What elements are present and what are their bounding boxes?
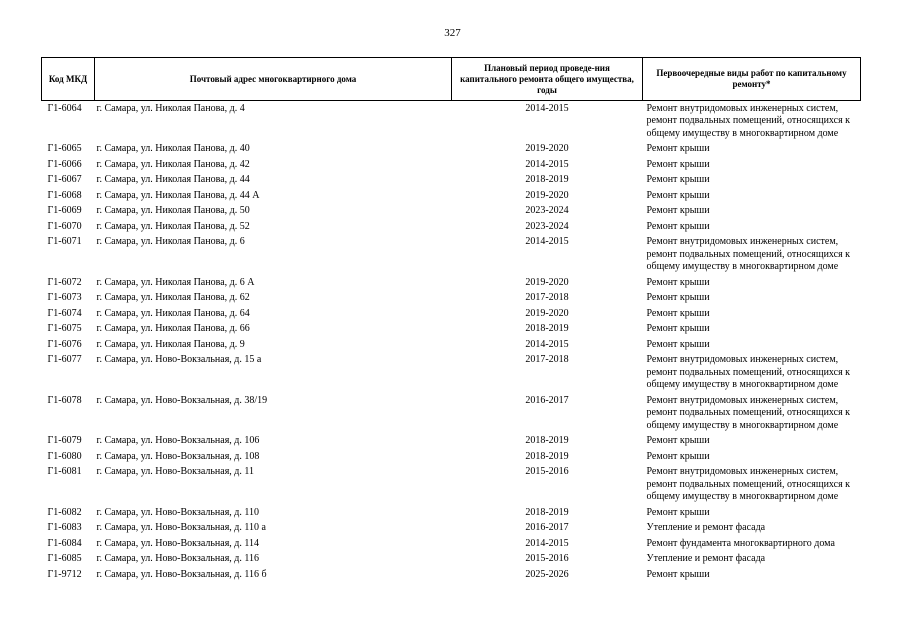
cell-code: Г1-6081 — [47, 466, 82, 477]
cell-works: Утепление и ремонт фасада — [646, 522, 766, 533]
cell-period: 2017-2018 — [525, 354, 569, 365]
cell-period: 2019-2020 — [525, 189, 569, 201]
cell-works: Ремонт крыши — [646, 189, 710, 201]
cell-code: Г1-6084 — [47, 537, 82, 549]
cell-period: 2014-2015 — [525, 338, 569, 350]
table-row — [42, 337, 861, 353]
cell-works: Ремонт внутридомовых инженерных систем, ремонт подвальных помещений, относящихся к общему имуществу в многоквартирном доме — [646, 354, 851, 390]
cell-address: г. Самара, ул. Ново-Вокзальная, д. 38/19 — [96, 394, 268, 406]
cell-works: Ремонт крыши — [646, 205, 710, 216]
cell-works: Ремонт крыши — [646, 276, 710, 288]
cell-period: 2018-2019 — [525, 323, 569, 334]
cell-address: г. Самара, ул. Николая Панова, д. 62 — [96, 292, 250, 303]
cell-works: Ремонт внутридомовых инженерных систем, ремонт подвальных помещений, относящихся к общему имуществу в многоквартирном доме — [646, 236, 851, 272]
table-row — [42, 101, 861, 142]
cell-period: 2018-2019 — [525, 450, 569, 462]
cell-period: 2014-2015 — [525, 236, 569, 247]
cell-period: 2023-2024 — [525, 220, 569, 232]
cell-code: Г1-9712 — [47, 568, 82, 580]
cell-address: г. Самара, ул. Николая Панова, д. 4 — [96, 102, 245, 114]
cell-code: Г1-6079 — [47, 435, 82, 446]
cell-address: г. Самара, ул. Ново-Вокзальная, д. 108 — [96, 450, 260, 462]
cell-period: 2018-2019 — [525, 174, 569, 185]
cell-works: Ремонт внутридомовых инженерных систем, ремонт подвальных помещений, относящихся к общему имуществу в многоквартирном доме — [646, 466, 851, 502]
cell-code: Г1-6080 — [47, 450, 82, 462]
cell-works: Утепление и ремонт фасада — [646, 553, 766, 564]
cell-code: Г1-6072 — [47, 276, 82, 288]
cell-works: Ремонт крыши — [646, 506, 710, 518]
cell-works: Ремонт крыши — [646, 338, 710, 350]
cell-code: Г1-6065 — [47, 143, 82, 154]
cell-period: 2016-2017 — [525, 522, 569, 533]
cell-address: г. Самара, ул. Ново-Вокзальная, д. 11 — [96, 466, 255, 477]
cell-code: Г1-6078 — [47, 394, 82, 406]
cell-address: г. Самара, ул. Николая Панова, д. 40 — [96, 143, 250, 154]
cell-works: Ремонт внутридомовых инженерных систем, ремонт подвальных помещений, относящихся к общему имуществу в многоквартирном доме — [646, 102, 851, 139]
cell-period: 2025-2026 — [525, 568, 569, 580]
table-row — [42, 142, 861, 158]
header-works: Первоочередные виды работ по капитальному ремонту* — [643, 58, 861, 101]
cell-works: Ремонт крыши — [646, 568, 710, 580]
table-row — [42, 434, 861, 450]
cell-code: Г1-6067 — [47, 174, 82, 185]
cell-address: г. Самара, ул. Ново-Вокзальная, д. 110 а — [96, 522, 266, 533]
cell-address: г. Самара, ул. Николая Панова, д. 9 — [96, 338, 245, 350]
cell-address: г. Самара, ул. Николая Панова, д. 52 — [96, 220, 250, 232]
cell-address: г. Самара, ул. Николая Панова, д. 64 — [96, 307, 250, 319]
table-row — [42, 157, 861, 173]
cell-period: 2023-2024 — [525, 205, 569, 216]
cell-period: 2014-2015 — [525, 102, 569, 114]
table-row — [42, 173, 861, 189]
cell-code: Г1-6077 — [47, 354, 82, 365]
cell-works: Ремонт крыши — [646, 143, 710, 154]
table-row — [42, 204, 861, 220]
cell-period: 2014-2015 — [525, 158, 569, 170]
cell-code: Г1-6064 — [47, 102, 82, 114]
cell-code: Г1-6071 — [47, 236, 82, 247]
cell-address: г. Самара, ул. Николая Панова, д. 42 — [96, 158, 250, 170]
cell-address: г. Самара, ул. Ново-Вокзальная, д. 116 б — [96, 568, 267, 580]
table-row — [42, 393, 861, 434]
cell-works: Ремонт крыши — [646, 292, 710, 303]
cell-code: Г1-6073 — [47, 292, 82, 303]
table-row — [42, 275, 861, 291]
cell-works: Ремонт крыши — [646, 307, 710, 319]
table-header-row — [42, 58, 861, 101]
cell-address: г. Самара, ул. Николая Панова, д. 44 А — [96, 189, 260, 201]
table-row — [42, 219, 861, 235]
cell-code: Г1-6076 — [47, 338, 82, 350]
cell-period: 2014-2015 — [525, 537, 569, 549]
table-row — [42, 449, 861, 465]
table-row — [42, 552, 861, 568]
cell-works: Ремонт крыши — [646, 174, 710, 185]
cell-code: Г1-6070 — [47, 220, 82, 232]
cell-period: 2017-2018 — [525, 292, 569, 303]
cell-period: 2016-2017 — [525, 394, 569, 406]
cell-address: г. Самара, ул. Ново-Вокзальная, д. 114 — [96, 537, 260, 549]
cell-period: 2018-2019 — [525, 506, 569, 518]
cell-period: 2015-2016 — [525, 553, 569, 564]
table-row — [42, 521, 861, 537]
table-row — [42, 188, 861, 204]
cell-period: 2015-2016 — [525, 466, 569, 477]
cell-period: 2019-2020 — [525, 143, 569, 154]
header-address: Почтовый адрес многоквартирного дома — [95, 58, 452, 101]
cell-address: г. Самара, ул. Николая Панова, д. 44 — [96, 174, 250, 185]
cell-code: Г1-6068 — [47, 189, 82, 201]
cell-code: Г1-6082 — [47, 506, 82, 518]
cell-period: 2019-2020 — [525, 307, 569, 319]
cell-works: Ремонт крыши — [646, 220, 710, 232]
cell-address: г. Самара, ул. Николая Панова, д. 6 А — [96, 276, 255, 288]
cell-works: Ремонт крыши — [646, 450, 710, 462]
page-number: 327 — [444, 27, 461, 39]
cell-period: 2018-2019 — [525, 435, 569, 446]
header-period: Плановый период проведе-ния капитального ремонта общего имущества, годы — [452, 58, 643, 101]
table-row — [42, 306, 861, 322]
cell-code: Г1-6075 — [47, 323, 82, 334]
repair-schedule-table — [41, 57, 861, 583]
cell-address: г. Самара, ул. Николая Панова, д. 50 — [96, 205, 250, 216]
table-row — [42, 322, 861, 338]
table-row — [42, 567, 861, 583]
cell-works: Ремонт крыши — [646, 158, 710, 170]
table-body — [42, 101, 861, 583]
cell-address: г. Самара, ул. Николая Панова, д. 6 — [96, 236, 245, 247]
header-code: Код МКД — [42, 58, 95, 101]
table-row — [42, 235, 861, 276]
cell-works: Ремонт крыши — [646, 323, 710, 334]
table-row — [42, 291, 861, 307]
cell-works: Ремонт крыши — [646, 435, 710, 446]
table-row — [42, 536, 861, 552]
cell-code: Г1-6083 — [47, 522, 82, 533]
cell-code: Г1-6069 — [47, 205, 82, 216]
table-row — [42, 353, 861, 394]
cell-address: г. Самара, ул. Ново-Вокзальная, д. 15 а — [96, 354, 262, 365]
cell-period: 2019-2020 — [525, 276, 569, 288]
table-row — [42, 465, 861, 506]
cell-code: Г1-6066 — [47, 158, 82, 170]
cell-address: г. Самара, ул. Ново-Вокзальная, д. 116 — [96, 553, 260, 564]
cell-code: Г1-6074 — [47, 307, 82, 319]
table-row — [42, 505, 861, 521]
cell-works: Ремонт внутридомовых инженерных систем, ремонт подвальных помещений, относящихся к общему имуществу в многоквартирном доме — [646, 394, 851, 431]
cell-address: г. Самара, ул. Николая Панова, д. 66 — [96, 323, 250, 334]
cell-code: Г1-6085 — [47, 553, 82, 564]
cell-address: г. Самара, ул. Ново-Вокзальная, д. 106 — [96, 435, 260, 446]
cell-address: г. Самара, ул. Ново-Вокзальная, д. 110 — [96, 506, 260, 518]
cell-works: Ремонт фундамента многоквартирного дома — [646, 537, 835, 549]
